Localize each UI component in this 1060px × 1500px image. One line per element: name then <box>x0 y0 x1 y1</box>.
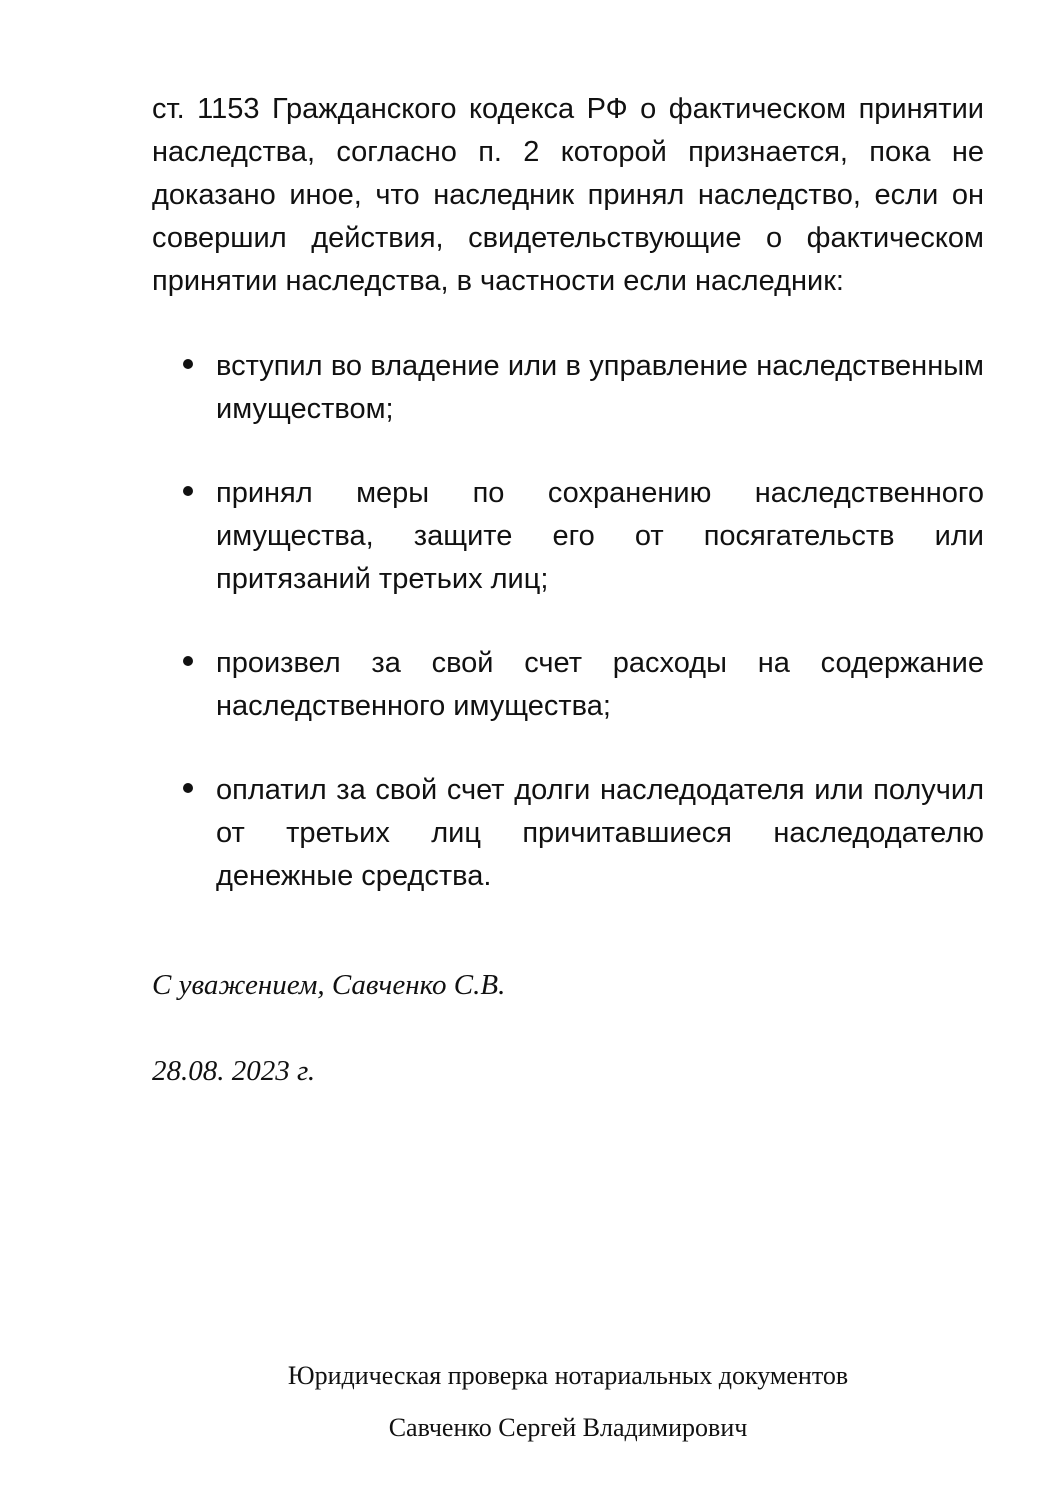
bullet-icon <box>183 486 193 496</box>
list-item-text: оплатил за свой счет долги наследодателя или получил от третьих лиц причитавшиеся наследодателю денежные средства. <box>216 774 984 892</box>
list-item <box>152 345 984 431</box>
bullet-list <box>152 345 984 898</box>
list-item <box>152 769 984 898</box>
list-item-text: принял меры по сохранению наследственного имущества, защите его от посягательств или притязаний третьих лиц; <box>216 477 984 595</box>
bullet-icon <box>183 783 193 793</box>
intro-paragraph: ст. 1153 Гражданского кодекса РФ о фактическом принятии наследства, согласно п. 2 которой признается, пока не доказано иное, что наследник принял наследство, если он совершил действия, свидетельствующие о фактическом принятии наследства, в частности если наследник: <box>152 93 984 297</box>
signature: С уважением, Савченко С.В. <box>152 969 506 1001</box>
list-item-text: произвел за свой счет расходы на содержание наследственного имущества; <box>216 647 984 722</box>
bullet-icon <box>183 359 193 369</box>
footer <box>0 1350 1060 1454</box>
list-item <box>152 642 984 728</box>
list-item <box>152 472 984 601</box>
bullet-icon <box>183 656 193 666</box>
footer-service-line: Юридическая проверка нотариальных документов <box>287 1361 849 1390</box>
footer-author-line: Савченко Сергей Владимирович <box>388 1413 748 1442</box>
document-date: 28.08. 2023 г. <box>152 1055 316 1087</box>
list-item-text: вступил во владение или в управление наследственным имуществом; <box>216 350 984 425</box>
document-body <box>152 88 984 939</box>
